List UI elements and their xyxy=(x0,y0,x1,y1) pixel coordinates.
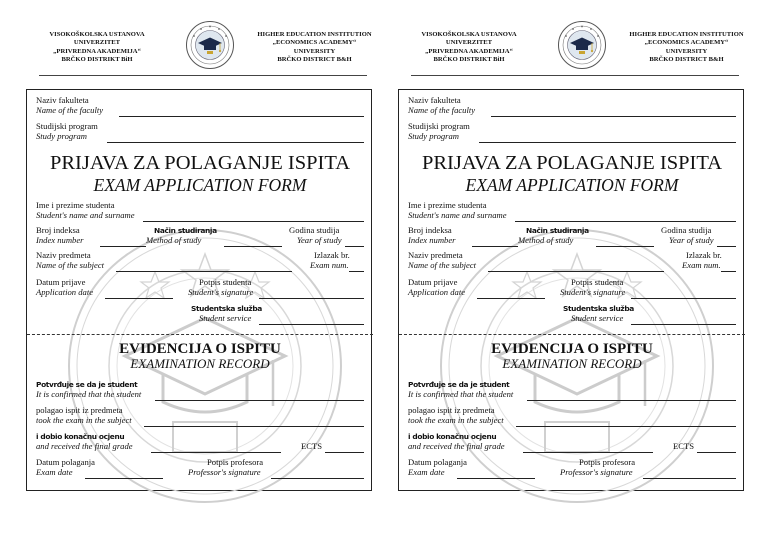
year-field[interactable] xyxy=(717,246,736,247)
faculty-label-en: Name of the faculty xyxy=(36,105,104,115)
service-field[interactable] xyxy=(259,324,364,325)
professor-label-en: Professor's signature xyxy=(560,467,633,477)
index-field[interactable] xyxy=(472,246,518,247)
confirm-field[interactable] xyxy=(155,400,364,401)
header-left-line: UNIVERZITET xyxy=(445,39,493,47)
header-left-text xyxy=(394,31,544,64)
date-label: Datum prijave xyxy=(36,277,86,287)
year-field[interactable] xyxy=(345,246,364,247)
index-label: Broj indeksa xyxy=(36,225,80,235)
subject-label-en: Name of the subject xyxy=(408,260,477,270)
subject-field[interactable] xyxy=(488,271,664,272)
confirm-field[interactable] xyxy=(527,400,736,401)
date-label: Datum prijave xyxy=(408,277,458,287)
exam-date-label-en: Exam date xyxy=(36,467,73,477)
application-form-right xyxy=(389,0,751,543)
confirm-label: Potvrđuje se da je student xyxy=(408,380,510,389)
grade-label: i dobio konačnu ocjenu xyxy=(408,432,497,441)
signature-field[interactable] xyxy=(631,298,736,299)
passed-label-en: took the exam in the subject xyxy=(408,415,504,425)
exit-label: Izlazak br. xyxy=(314,250,350,260)
institution-header xyxy=(389,0,751,78)
student-name-label-en: Student's name and surname xyxy=(36,210,135,220)
index-label-en: Index number xyxy=(36,235,84,245)
exit-label-en: Exam num. xyxy=(310,260,349,270)
faculty-label-en: Name of the faculty xyxy=(408,105,476,115)
ects-field[interactable] xyxy=(697,452,736,453)
subject-label-en: Name of the subject xyxy=(36,260,105,270)
service-field[interactable] xyxy=(631,324,736,325)
method-field[interactable] xyxy=(596,246,654,247)
student-name-label: Ime i prezime studenta xyxy=(408,200,487,210)
method-label: Način studiranja xyxy=(526,226,589,235)
method-label-en: Method of study xyxy=(146,235,202,245)
header-rule xyxy=(411,75,739,76)
record-title: EVIDENCIJA O ISPITU xyxy=(119,341,281,357)
professor-field[interactable] xyxy=(643,478,736,479)
header-left-line: „PRIVREDNA AKADEMIJA“ xyxy=(425,47,513,55)
ects-label: ECTS xyxy=(673,441,695,451)
faculty-label: Naziv fakulteta xyxy=(36,95,89,105)
header-right-line: „ECONOMICS ACADEMY“ xyxy=(644,39,729,47)
exit-field[interactable] xyxy=(349,271,364,272)
grade-label-en: and received the final grade xyxy=(408,441,505,451)
passed-label: polagao ispit iz predmeta xyxy=(408,405,495,415)
program-label-en: Study program xyxy=(408,131,460,141)
date-field[interactable] xyxy=(105,298,173,299)
student-name-field[interactable] xyxy=(143,221,364,222)
grade-label: i dobio konačnu ocjenu xyxy=(36,432,125,441)
academy-seal-icon xyxy=(185,20,235,70)
grade-label-en: and received the final grade xyxy=(36,441,133,451)
header-left-line: VISOKOŠKOLSKA USTANOVA xyxy=(421,31,517,38)
exam-date-label: Datum polaganja xyxy=(36,457,95,467)
cut-line xyxy=(399,334,745,335)
header-right-line: UNIVERSITY xyxy=(665,47,708,55)
passed-label-en: took the exam in the subject xyxy=(36,415,132,425)
header-right-line: HIGHER EDUCATION INSTITUTION xyxy=(629,31,744,38)
exam-date-field[interactable] xyxy=(457,478,535,479)
grade-field[interactable] xyxy=(151,452,281,453)
header-right-line: HIGHER EDUCATION INSTITUTION xyxy=(257,31,372,38)
confirm-label: Potvrđuje se da je student xyxy=(36,380,138,389)
signature-label: Potpis studenta xyxy=(199,277,252,287)
header-rule xyxy=(39,75,367,76)
header-left-line: BRČKO DISTRIKT BiH xyxy=(61,55,133,63)
header-right-text xyxy=(242,31,387,64)
form-title: PRIJAVA ZA POLAGANJE ISPITA xyxy=(421,152,723,174)
method-label-en: Method of study xyxy=(518,235,574,245)
exit-label-en: Exam num. xyxy=(682,260,721,270)
header-left-line: VISOKOŠKOLSKA USTANOVA xyxy=(49,31,145,38)
confirm-label-en: It is confirmed that the student xyxy=(408,389,514,399)
program-label: Studijski program xyxy=(408,121,470,131)
confirm-label-en: It is confirmed that the student xyxy=(36,389,142,399)
student-name-label: Ime i prezime studenta xyxy=(36,200,115,210)
program-field[interactable] xyxy=(479,142,736,143)
subject-label: Naziv predmeta xyxy=(408,250,463,260)
subject-label: Naziv predmeta xyxy=(36,250,91,260)
passed-field[interactable] xyxy=(144,426,364,427)
ects-label: ECTS xyxy=(301,441,323,451)
service-label: Studentska služba xyxy=(191,304,262,313)
record-title: EVIDENCIJA O ISPITU xyxy=(491,341,653,357)
form-title-en: EXAM APPLICATION FORM xyxy=(93,175,307,195)
cut-line xyxy=(27,334,373,335)
form-title: PRIJAVA ZA POLAGANJE ISPITA xyxy=(49,152,351,174)
student-name-field[interactable] xyxy=(515,221,736,222)
exam-date-field[interactable] xyxy=(85,478,163,479)
method-field[interactable] xyxy=(224,246,282,247)
signature-label: Potpis studenta xyxy=(571,277,624,287)
service-label: Studentska služba xyxy=(563,304,634,313)
index-label-en: Index number xyxy=(408,235,456,245)
signature-field[interactable] xyxy=(259,298,364,299)
index-field[interactable] xyxy=(100,246,146,247)
header-right-line: „ECONOMICS ACADEMY“ xyxy=(272,39,357,47)
program-field[interactable] xyxy=(107,142,364,143)
year-label-en: Year of study xyxy=(297,235,342,245)
faculty-label: Naziv fakulteta xyxy=(408,95,461,105)
passed-label: polagao ispit iz predmeta xyxy=(36,405,123,415)
form-frame xyxy=(398,89,744,491)
student-name-label-en: Student's name and surname xyxy=(408,210,507,220)
date-label-en: Application date xyxy=(408,287,466,297)
header-right-line: UNIVERSITY xyxy=(293,47,336,55)
faculty-field[interactable] xyxy=(119,116,364,117)
header-left-text xyxy=(22,31,172,64)
exam-date-label: Datum polaganja xyxy=(408,457,467,467)
program-label: Studijski program xyxy=(36,121,98,131)
header-right-line: BRČKO DISTRICT B&H xyxy=(649,55,724,63)
header-left-line: UNIVERZITET xyxy=(73,39,121,47)
academy-seal-icon xyxy=(557,20,607,70)
date-label-en: Application date xyxy=(36,287,94,297)
year-label: Godina studija xyxy=(661,225,712,235)
record-title-en: EXAMINATION RECORD xyxy=(502,356,642,371)
exit-label: Izlazak br. xyxy=(686,250,722,260)
service-label-en: Student service xyxy=(571,313,624,323)
record-title-en: EXAMINATION RECORD xyxy=(130,356,270,371)
program-label-en: Study program xyxy=(36,131,88,141)
ects-field[interactable] xyxy=(325,452,364,453)
application-form-left xyxy=(17,0,379,543)
institution-header xyxy=(17,0,379,78)
header-right-line: BRČKO DISTRICT B&H xyxy=(277,55,352,63)
header-left-line: „PRIVREDNA AKADEMIJA“ xyxy=(53,47,141,55)
subject-field[interactable] xyxy=(116,271,292,272)
year-label-en: Year of study xyxy=(669,235,714,245)
year-label: Godina studija xyxy=(289,225,340,235)
method-label: Način studiranja xyxy=(154,226,217,235)
service-label-en: Student service xyxy=(199,313,252,323)
faculty-field[interactable] xyxy=(491,116,736,117)
form-frame xyxy=(26,89,372,491)
professor-label: Potpis profesora xyxy=(207,457,264,467)
header-left-line: BRČKO DISTRIKT BiH xyxy=(433,55,505,63)
professor-label: Potpis profesora xyxy=(579,457,636,467)
exit-field[interactable] xyxy=(721,271,736,272)
professor-label-en: Professor's signature xyxy=(188,467,261,477)
date-field[interactable] xyxy=(477,298,545,299)
signature-label-en: Student's signature xyxy=(560,287,626,297)
form-title-en: EXAM APPLICATION FORM xyxy=(465,175,679,195)
passed-field[interactable] xyxy=(516,426,736,427)
grade-field[interactable] xyxy=(523,452,653,453)
header-right-text xyxy=(614,31,759,64)
signature-label-en: Student's signature xyxy=(188,287,254,297)
exam-date-label-en: Exam date xyxy=(408,467,445,477)
index-label: Broj indeksa xyxy=(408,225,452,235)
professor-field[interactable] xyxy=(271,478,364,479)
